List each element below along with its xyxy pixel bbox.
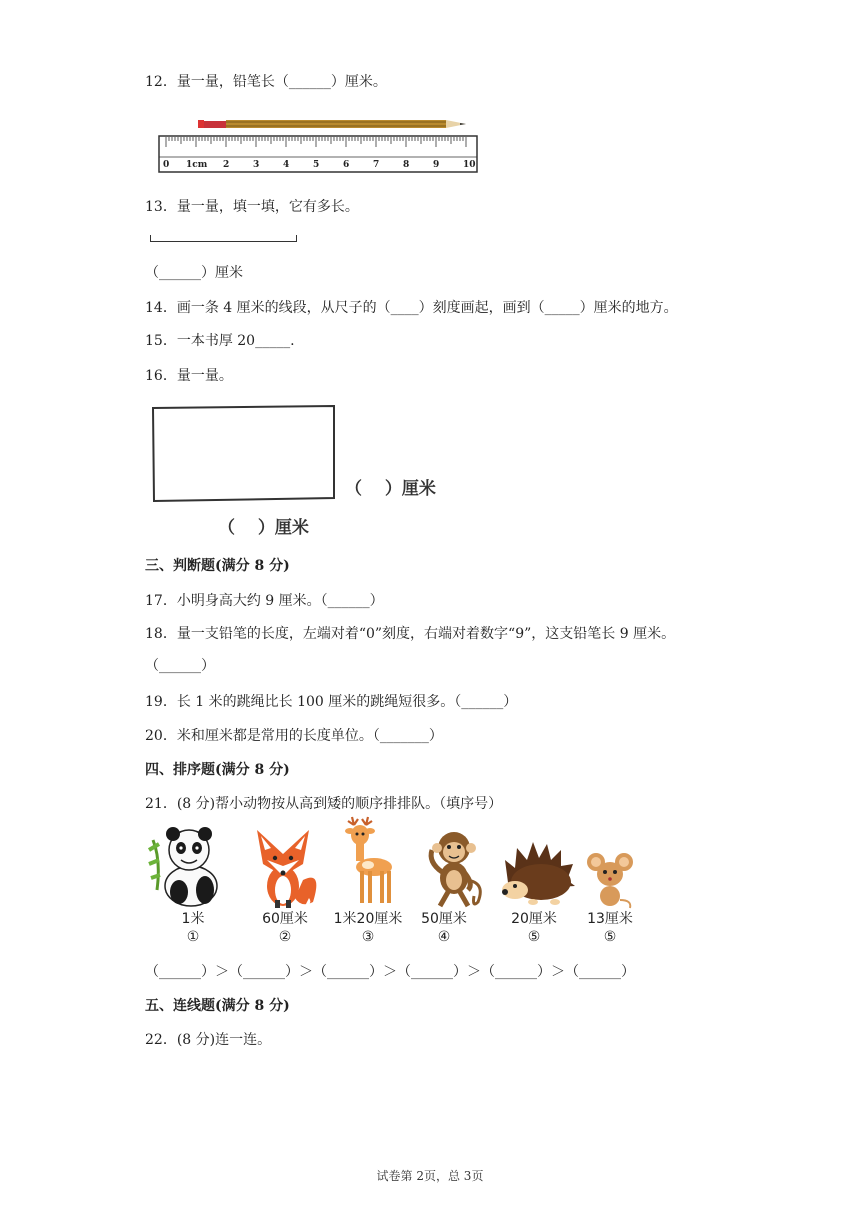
question-12: 12．量一量，铅笔长（______）厘米。 xyxy=(145,74,387,90)
animal-3-number: ③ xyxy=(361,929,375,945)
section-connect-heading: 五、连线题(满分 8 分) xyxy=(145,998,290,1014)
page-footer: 试卷第 2页，总 3页 xyxy=(376,1169,484,1183)
ruler-tick-label: 2 xyxy=(223,160,230,170)
question-19: 19．长 1 米的跳绳比长 100 厘米的跳绳短很多。（______） xyxy=(145,694,518,710)
rectangle-side-label: （ ）厘米 xyxy=(345,479,436,499)
question-16: 16．量一量。 xyxy=(145,368,233,384)
mouse-icon xyxy=(580,820,640,910)
question-22: 22．(8 分)连一连。 xyxy=(145,1032,272,1048)
question-14: 14．画一条 4 厘米的线段，从尺子的（____）刻度画起，画到（_____）厘米的地方。 xyxy=(145,300,678,316)
animal-4-number: ④ xyxy=(437,929,451,945)
animal-2-number: ② xyxy=(278,929,292,945)
ruler-tick-label: 6 xyxy=(343,160,350,170)
animal-5-number: ⑤ xyxy=(527,929,541,945)
hedgehog-icon xyxy=(495,820,580,910)
rectangle-bottom-label: （ ）厘米 xyxy=(218,518,309,538)
animal-6-height: 13厘米 xyxy=(587,911,633,927)
ruler-tick-label: 4 xyxy=(283,160,290,170)
animal-2-height: 60厘米 xyxy=(262,911,308,927)
animal-1-number: ① xyxy=(186,929,200,945)
deer-icon xyxy=(330,815,410,915)
animal-5-height: 20厘米 xyxy=(511,911,557,927)
pencil-ruler-figure xyxy=(156,114,481,176)
rectangle-figure xyxy=(152,405,335,502)
animal-4-height: 50厘米 xyxy=(421,911,467,927)
ruler-tick-label: 8 xyxy=(403,160,410,170)
ruler-tick-label: 9 xyxy=(433,160,440,170)
panda-icon xyxy=(143,820,223,910)
ruler-unit-label: 1cm xyxy=(186,160,208,170)
pencil-ruler-icon xyxy=(156,114,481,176)
animal-1-height: 1米 xyxy=(181,911,205,927)
question-21-order: （______）＞（______）＞（______）＞（______）＞（______）＞（______） xyxy=(145,964,635,980)
monkey-icon xyxy=(414,820,494,910)
question-18: 18．量一支铅笔的长度，左端对着“0”刻度，右端对着数字“9”，这支铅笔长 9 厘米。 xyxy=(145,626,676,642)
fox-icon xyxy=(243,820,323,910)
question-15: 15．一本书厚 20_____. xyxy=(145,333,295,349)
question-21: 21．(8 分)帮小动物按从高到矮的顺序排排队。（填序号） xyxy=(145,796,503,812)
ruler-tick-label: 5 xyxy=(313,160,320,170)
section-judge-heading: 三、判断题(满分 8 分) xyxy=(145,558,290,574)
line-segment xyxy=(150,235,297,242)
question-17: 17．小明身高大约 9 厘米。（______） xyxy=(145,593,384,609)
question-13-answer: （______）厘米 xyxy=(145,265,243,281)
section-sort-heading: 四、排序题(满分 8 分) xyxy=(145,762,290,778)
question-18-answer: （______） xyxy=(145,658,215,674)
ruler-tick-label: 7 xyxy=(373,160,380,170)
ruler-tick-label: 10 xyxy=(463,160,476,170)
animal-3-height: 1米20厘米 xyxy=(333,911,403,927)
animal-6-number: ⑤ xyxy=(603,929,617,945)
ruler-tick-label: 0 xyxy=(163,160,170,170)
question-13: 13．量一量，填一填，它有多长。 xyxy=(145,199,359,215)
ruler-tick-label: 3 xyxy=(253,160,260,170)
question-20: 20．米和厘米都是常用的长度单位。（_______） xyxy=(145,728,443,744)
